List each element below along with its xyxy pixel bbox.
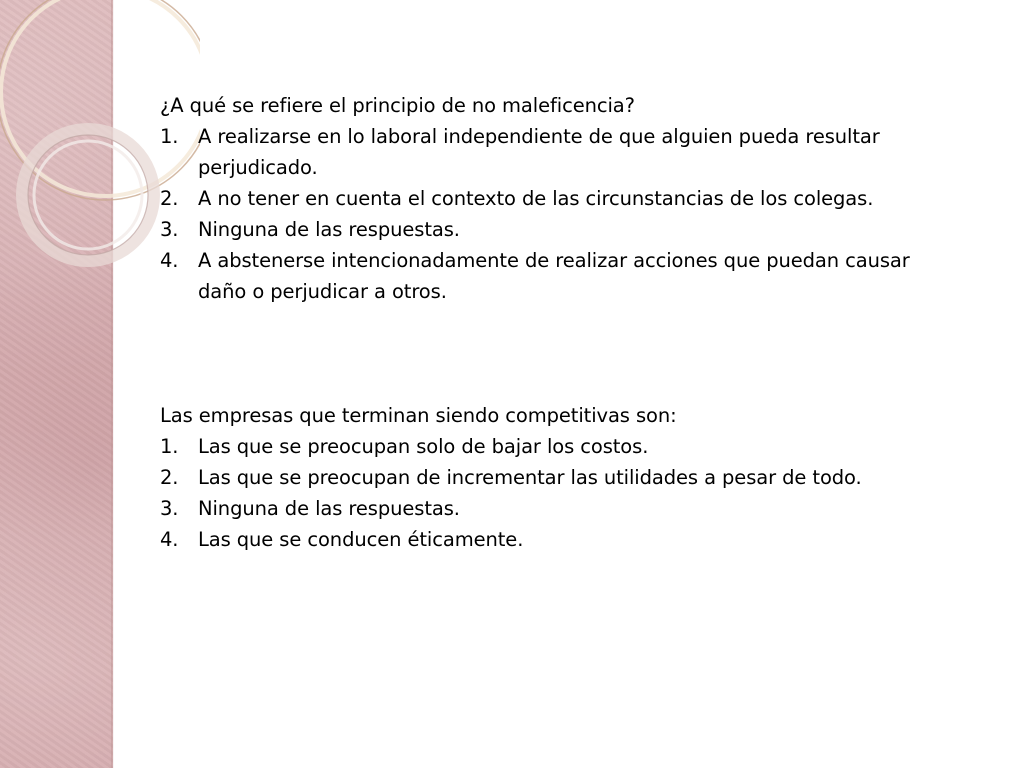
option-text: Ninguna de las respuestas.: [198, 497, 460, 520]
option-number: 4.: [160, 528, 179, 551]
option-4: [160, 245, 960, 307]
option-number: 2.: [160, 466, 179, 489]
question-1-prompt: ¿A qué se refiere el principio de no maleficencia?: [160, 94, 635, 117]
option-text: Las que se conducen éticamente.: [198, 528, 524, 551]
option-text: A no tener en cuenta el contexto de las circunstancias de los colegas.: [198, 187, 874, 210]
option-number: 1.: [160, 125, 179, 148]
question-1-options: [160, 121, 960, 307]
option-2: [160, 462, 960, 493]
option-3: [160, 493, 960, 524]
question-2-prompt: Las empresas que terminan siendo competitivas son:: [160, 404, 677, 427]
question-1: [160, 90, 960, 307]
slide-content: [160, 90, 960, 555]
option-1: [160, 121, 960, 183]
question-2-options: [160, 431, 960, 555]
question-2: [160, 400, 960, 555]
option-text: A abstenerse intencionadamente de realizar acciones que puedan causar daño o perjudicar a otros.: [198, 249, 910, 303]
option-text: Las que se preocupan de incrementar las utilidades a pesar de todo.: [198, 466, 862, 489]
option-text: Ninguna de las respuestas.: [198, 218, 460, 241]
option-number: 2.: [160, 187, 179, 210]
option-text: A realizarse en lo laboral independiente de que alguien pueda resultar perjudicado.: [198, 125, 880, 179]
option-number: 1.: [160, 435, 179, 458]
option-3: [160, 214, 960, 245]
option-number: 3.: [160, 218, 179, 241]
option-1: [160, 431, 960, 462]
option-text: Las que se preocupan solo de bajar los costos.: [198, 435, 649, 458]
block-spacer: [160, 307, 960, 400]
option-number: 3.: [160, 497, 179, 520]
option-number: 4.: [160, 249, 179, 272]
option-4: [160, 524, 960, 555]
option-2: [160, 183, 960, 214]
